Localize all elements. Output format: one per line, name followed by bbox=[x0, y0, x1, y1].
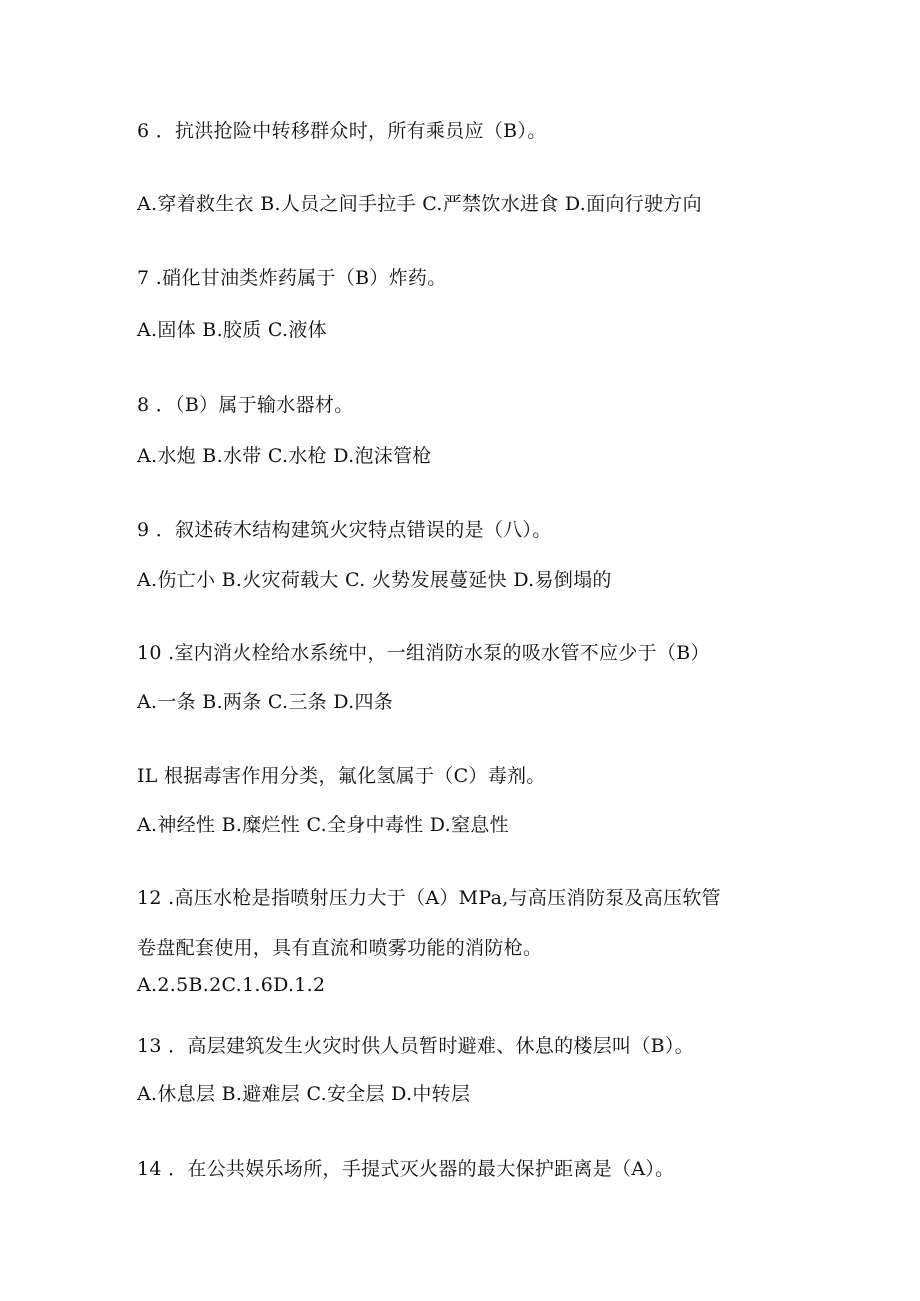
question-8: 8 ．（B）属于输水器材。 bbox=[137, 394, 354, 416]
question-12: 12 .高压水枪是指喷射压力大于（A）MPa,与高压消防泵及高压软管 bbox=[137, 887, 721, 909]
question-10: 10 .室内消火栓给水系统中，一组消防水泵的吸水管不应少于（B） bbox=[137, 642, 710, 664]
options-12: A.2.5B.2C.1.6D.1.2 bbox=[137, 974, 326, 996]
question-9: 9 ．叙述砖木结构建筑火灾特点错误的是（八）。 bbox=[137, 519, 552, 541]
question-11: IL 根据毒害作用分类，氟化氢属于（C）毒剂。 bbox=[137, 765, 546, 787]
options-10: A.一条 B.两条 C.三条 D.四条 bbox=[137, 691, 394, 713]
options-7: A.固体 B.胶质 C.液体 bbox=[137, 319, 327, 341]
question-6: 6 ．抗洪抢险中转移群众时，所有乘员应（B）。 bbox=[137, 120, 547, 142]
question-14: 14 ．在公共娱乐场所，手提式灭火器的最大保护距离是（A）。 bbox=[137, 1158, 675, 1180]
options-8: A.水炮 B.水带 C.水枪 D.泡沫管枪 bbox=[137, 445, 432, 467]
options-9: A.伤亡小 B.火灾荷载大 C. 火势发展蔓延快 D.易倒塌的 bbox=[137, 569, 612, 591]
options-11: A.神经性 B.糜烂性 C.全身中毒性 D.窒息性 bbox=[137, 814, 509, 836]
options-13: A.休息层 B.避难层 C.安全层 D.中转层 bbox=[137, 1083, 471, 1105]
question-13: 13 ．高层建筑发生火灾时供人员暂时避难、休息的楼层叫（B）。 bbox=[137, 1035, 694, 1057]
question-12-continued: 卷盘配套使用，具有直流和喷雾功能的消防枪。 bbox=[137, 937, 543, 959]
question-7: 7 .硝化甘油类炸药属于（B）炸药。 bbox=[137, 267, 447, 289]
options-6: A.穿着救生衣 B.人员之间手拉手 C.严禁饮水进食 D.面向行驶方向 bbox=[137, 193, 702, 215]
